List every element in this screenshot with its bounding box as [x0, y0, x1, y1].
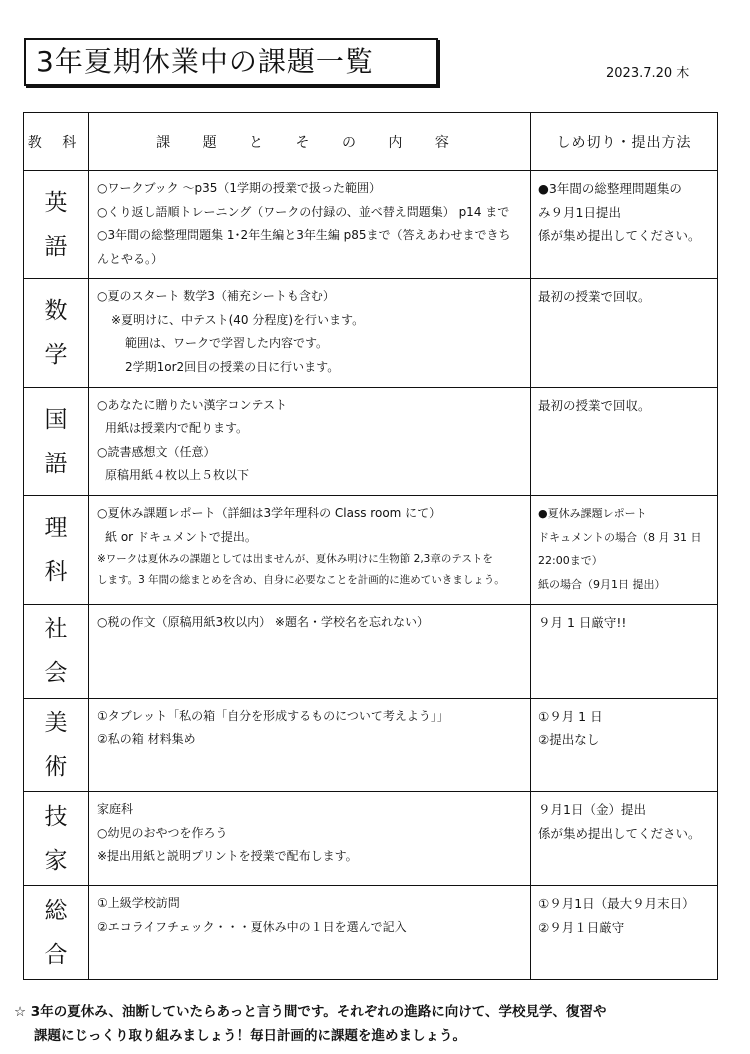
- table-row-art: [24, 698, 718, 792]
- content-line: ①タブレット「私の箱「自分を形成するものについて考えよう」」: [97, 708, 449, 723]
- deadline-cell: [531, 496, 718, 604]
- table-header-row: [24, 113, 718, 171]
- content-line: んとやる。）: [97, 251, 164, 266]
- content-line: ②エコライフチェック・・・夏休み中の１日を選んで記入: [97, 919, 407, 934]
- content-line: ○あなたに贈りたい漢字コンテスト: [97, 397, 287, 412]
- content-cell: [89, 171, 531, 279]
- page-title: 3年夏期休業中の課題一覧: [24, 38, 438, 86]
- footer-line: ☆ 3年の夏休み、油断していたらあっと言う間です。それぞれの進路に向けて、学校見学、復習や: [14, 1004, 607, 1020]
- deadline-cell: [531, 279, 718, 387]
- subject-char: 技: [44, 803, 68, 830]
- deadline-line: ●夏休み課題レポート: [538, 507, 647, 521]
- content-line: ②私の箱 材料集め: [97, 732, 196, 747]
- deadline-line: ①９月1日（最大９月末日）: [538, 896, 695, 912]
- subject-cell: [24, 604, 89, 698]
- content-line: ○夏休み課題レポート（詳細は3学年理科の Class room にて）: [97, 506, 442, 521]
- deadline-line: 最初の授業で回収。: [538, 397, 651, 413]
- subject-char: 語: [44, 450, 68, 477]
- subject-char: 科: [44, 559, 68, 586]
- content-line: ※ワークは夏休みの課題としては出ませんが、夏休み明けに生物節 2,3章のテストを: [97, 553, 493, 566]
- deadline-cell: [531, 171, 718, 279]
- subject-cell: [24, 279, 89, 387]
- subject-char: 会: [44, 660, 68, 687]
- deadline-line: 22:00まで）: [538, 554, 603, 568]
- table-row-english: [24, 171, 718, 279]
- content-line: 範囲は、ワークで学習した内容です。: [125, 336, 329, 351]
- subject-cell: [24, 387, 89, 495]
- deadline-line: 最初の授業で回収。: [538, 289, 651, 305]
- content-line: 用紙は授業内で配ります。: [105, 421, 249, 436]
- header-content: 課 題 と そ の 内 容: [89, 113, 531, 171]
- subject-char: 術: [44, 754, 68, 781]
- table-row-japanese: [24, 387, 718, 495]
- subject-char: 理: [44, 515, 68, 542]
- content-cell: [89, 886, 531, 980]
- content-line: します。3 年間の総まとめを含め、自身に必要なことを計画的に進めていきましょう。: [97, 574, 505, 587]
- footer-note: [14, 1000, 744, 1048]
- deadline-line: 係が集め提出してください。: [538, 825, 701, 841]
- subject-char: 総: [44, 897, 68, 924]
- subject-cell: [24, 886, 89, 980]
- content-cell: [89, 496, 531, 604]
- content-line: ※夏明けに、中テスト(40 分程度)を行います。: [111, 312, 365, 327]
- deadline-line: み９月1日提出: [538, 204, 621, 220]
- header-subject: 教 科: [24, 113, 89, 171]
- content-cell: [89, 604, 531, 698]
- subject-char: 語: [44, 233, 68, 260]
- deadline-line: ９月1日（金）提出: [538, 802, 646, 818]
- deadline-line: ドキュメントの場合（8 月 31 日: [538, 530, 702, 544]
- subject-cell: [24, 792, 89, 886]
- subject-char: 美: [44, 710, 68, 737]
- subject-char: 学: [44, 342, 68, 369]
- content-cell: [89, 279, 531, 387]
- content-line: ○ワークブック ～p35（1学期の授業で扱った範囲）: [97, 181, 381, 195]
- content-line: ○3年間の総整理問題集 1･2年生編と3年生編 p85まで（答えあわせまできち: [97, 228, 511, 242]
- subject-char: 英: [44, 189, 68, 216]
- content-line: ○幼児のおやつを作ろう: [97, 825, 228, 840]
- deadline-cell: [531, 387, 718, 495]
- subject-char: 国: [44, 406, 68, 433]
- content-line: ○税の作文（原稿用紙3枚以内） ※題名・学校名を忘れない）: [97, 614, 429, 629]
- assignment-table: [23, 112, 718, 980]
- content-line: 原稿用紙４枚以上５枚以下: [105, 468, 250, 483]
- content-line: 家庭科: [97, 802, 134, 817]
- content-cell: [89, 792, 531, 886]
- deadline-line: ①９月 1 日: [538, 708, 603, 724]
- table-row-social-studies: [24, 604, 718, 698]
- table-row-integrated: [24, 886, 718, 980]
- subject-char: 数: [44, 298, 68, 325]
- subject-char: 社: [44, 616, 68, 643]
- content-line: ○読書感想文（任意）: [97, 444, 216, 459]
- deadline-cell: [531, 886, 718, 980]
- deadline-cell: [531, 792, 718, 886]
- deadline-line: 係が集め提出してください。: [538, 228, 701, 243]
- footer-line: 課題にじっくり取り組みましょう！毎日計画的に課題を進めましょう。: [34, 1028, 466, 1044]
- subject-cell: [24, 698, 89, 792]
- table-row-tech-home: [24, 792, 718, 886]
- subject-char: 家: [44, 847, 68, 874]
- content-line: ※提出用紙と説明プリントを授業で配布します。: [97, 849, 358, 864]
- deadline-cell: [531, 698, 718, 792]
- content-line: ○くり返し語順トレーニング（ワークの付録の、並べ替え問題集） p14 まで: [97, 204, 510, 219]
- content-line: ○夏のスタート 数学3（補充シートも含む）: [97, 289, 335, 304]
- deadline-cell: [531, 604, 718, 698]
- deadline-line: ②９月１日厳守: [538, 919, 625, 935]
- header-deadline: しめ切り・提出方法: [531, 113, 718, 171]
- content-cell: [89, 387, 531, 495]
- date-label: 2023.7.20 木: [606, 66, 690, 81]
- table-row-math: [24, 279, 718, 387]
- deadline-line: ②提出なし: [538, 732, 600, 748]
- subject-cell: [24, 496, 89, 604]
- subject-char: 合: [44, 941, 68, 968]
- content-line: 2学期1or2回目の授業の日に行います。: [125, 359, 340, 374]
- deadline-line: 紙の場合（9月1日 提出）: [538, 577, 666, 591]
- subject-cell: [24, 171, 89, 279]
- content-cell: [89, 698, 531, 792]
- content-line: 紙 or ドキュメントで提出。: [105, 529, 257, 544]
- deadline-line: ●3年間の総整理問題集の: [538, 181, 682, 196]
- content-line: ①上級学校訪問: [97, 896, 180, 911]
- table-row-science: [24, 496, 718, 604]
- deadline-line: ９月 1 日厳守!!: [538, 614, 627, 630]
